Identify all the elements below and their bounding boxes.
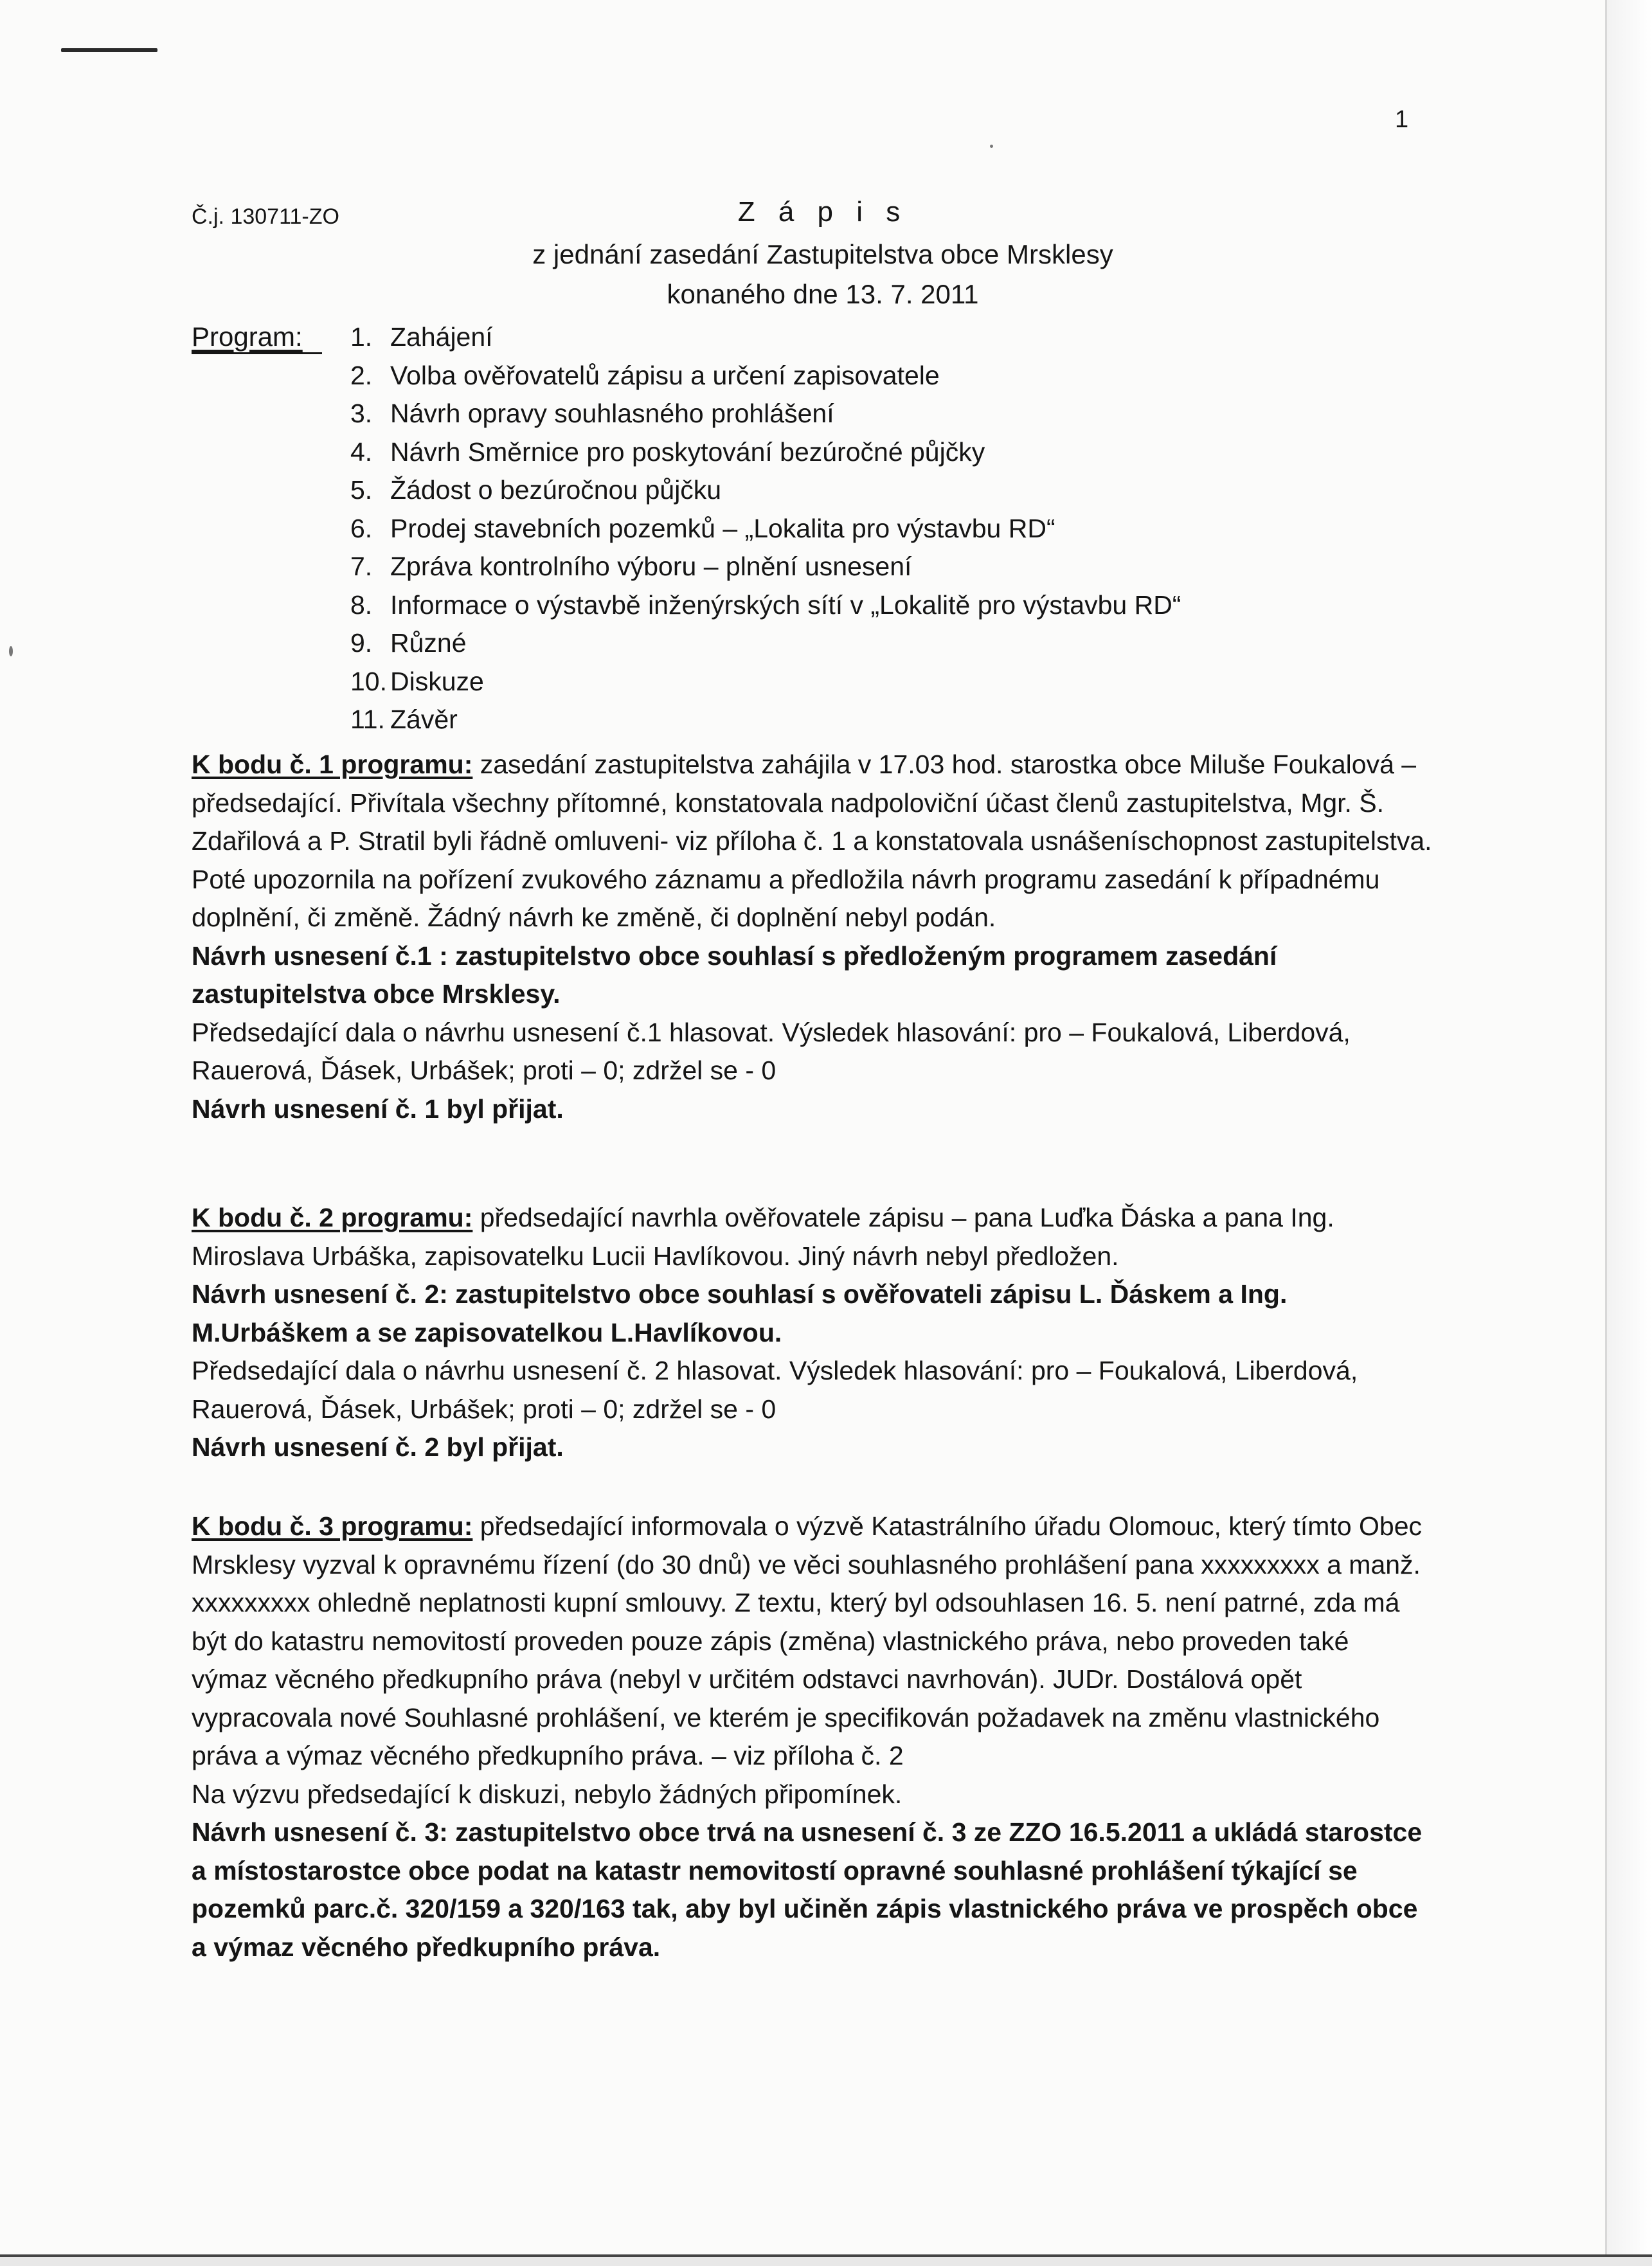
vote-result: Předsedající dala o návrhu usnesení č.1 hlasovat. Výsledek hlasování: pro – Foukalová, Liberdová, Rauerová, Ďásek, Urbášek; proti – 0; zdržel se - 0: [192, 1017, 1351, 1085]
program-item: 8. Informace o výstavbě inženýrských sítí v „Lokalitě pro výstavbu RD“: [350, 589, 1181, 620]
section-heading: K bodu č. 1 programu:: [192, 750, 473, 779]
program-item: 9. Různé: [350, 628, 467, 658]
section-paragraph: [192, 1507, 1432, 1776]
program-label: Program:: [192, 321, 322, 354]
program-item: 2. Volba ověřovatelů zápisu a určení zapisovatele: [350, 360, 940, 390]
document-title: Z á p i s: [737, 196, 908, 228]
vote-result: Předsedající dala o návrhu usnesení č. 2 hlasovat. Výsledek hlasování: pro – Foukalová, Liberdová, Rauerová, Ďásek, Urbášek; proti – 0; zdržel se - 0: [192, 1356, 1358, 1424]
scan-artifact-mark: [61, 48, 157, 52]
section-text: předsedající informovala o výzvě Katastrálního úřadu Olomouc, který tímto Obec Mrsklesy vyzval k opravnému řízení (do 30 dnů) ve věci souhlasného prohlášení pana xxxxxxxxx a manž. xxxxxxxxx ohledně neplatnosti kupní smlouvy. Z textu, který byl odsouhlasen 16. 5. není patrné, zda má být do katastru nemovitostí proveden pouze zápis (změna) vlastnického práva, nebo proveden také výmaz věcného předkupního práva (nebyl v určitém odstavci navrhován). JUDr. Dostálová opět vypracovala nové Souhlasné prohlášení, ve kterém je specifikován požadavek na změnu vlastnického práva a výmaz věcného předkupního práva. – viz příloha č. 2: [192, 1511, 1423, 1770]
program-item: 11. Závěr: [350, 705, 458, 734]
program-list: [350, 318, 1181, 739]
program-item: 7. Zpráva kontrolního výboru – plnění usnesení: [350, 552, 912, 581]
subtitle-line: z jednání zasedání Zastupitelstva obce Mrsklesy: [532, 239, 1113, 269]
resolution-proposal: Návrh usnesení č. 3: zastupitelstvo obce trvá na usnesení č. 3 ze ZZO 16.5.2011 a ukládá starostce a místostarostce obce podat na katastr nemovitostí opravné souhlasné prohlášení týkající se pozemků parc.č. 320/159 a 320/163 tak, aby byl učiněn zápis vlastnického práva ve prospěch obce a výmaz věcného předkupního práva.: [192, 1817, 1423, 1962]
page-number: 1: [1395, 106, 1409, 133]
section-text: zasedání zastupitelstva zahájila v 17.03 hod. starostka obce Miluše Foukalová – předsedající. Přivítala všechny přítomné, konstatovala nadpoloviční účast členů zastupitelstva, Mgr. Š. Zdařilová a P. Stratil byli řádně omluveni- viz příloha č. 1 a konstatovala usnášeníschopnost zastupitelstva. Poté upozornila na pořízení zvukového záznamu a předložila návrh programu zasedání k případnému doplnění, či změně. Žádný návrh ke změně, či doplnění nebyl podán.: [192, 750, 1432, 932]
section-heading: K bodu č. 3 programu:: [192, 1511, 473, 1541]
section-paragraph: [192, 746, 1432, 937]
section-item-1: [192, 746, 1432, 1128]
program-item: 4. Návrh Směrnice pro poskytování bezúročné půjčky: [350, 436, 985, 467]
section-item-2: [192, 1199, 1432, 1467]
resolution-proposal: Návrh usnesení č. 2: zastupitelstvo obce souhlasí s ověřovateli zápisu L. Ďáskem a Ing. M.Urbáškem a se zapisovatelkou L.Havlíkovou.: [192, 1279, 1288, 1347]
resolution-result: Návrh usnesení č. 1 byl přijat.: [192, 1093, 564, 1124]
program-item: 5. Žádost o bezúročnou půjčku: [350, 475, 722, 505]
resolution-result: Návrh usnesení č. 2 byl přijat.: [192, 1432, 564, 1462]
section-heading: K bodu č. 2 programu:: [192, 1203, 473, 1232]
scan-speck: [990, 145, 993, 148]
program-item: 10. Diskuze: [350, 666, 484, 696]
scan-edge-bottom: [0, 2254, 1652, 2266]
program-item: 3. Návrh opravy souhlasného prohlášení: [350, 399, 834, 428]
section-item-3: [192, 1507, 1432, 1966]
scan-speck: [9, 646, 13, 656]
program-item: 1. Zahájení: [350, 322, 493, 352]
reference-number: Č.j. 130711-ZO: [192, 204, 339, 229]
subtitle-line: konaného dne 13. 7. 2011: [667, 279, 979, 309]
section-paragraph: [192, 1199, 1432, 1275]
discussion-note: Na výzvu předsedající k diskuzi, nebylo žádných připomínek.: [192, 1779, 902, 1809]
resolution-proposal: Návrh usnesení č.1 : zastupitelstvo obce souhlasí s předloženým programem zasedání zastupitelstva obce Mrsklesy.: [192, 940, 1277, 1009]
section-text: předsedající navrhla ověřovatele zápisu – pana Luďka Ďáska a pana Ing. Miroslava Urbáška, zapisovatelku Lucii Havlíkovou. Jiný návrh nebyl předložen.: [192, 1203, 1334, 1271]
document-subtitle: [386, 235, 1260, 314]
scan-edge-right: [1605, 0, 1652, 2266]
program-item: 6. Prodej stavebních pozemků – „Lokalita pro výstavbu RD“: [350, 513, 1055, 543]
